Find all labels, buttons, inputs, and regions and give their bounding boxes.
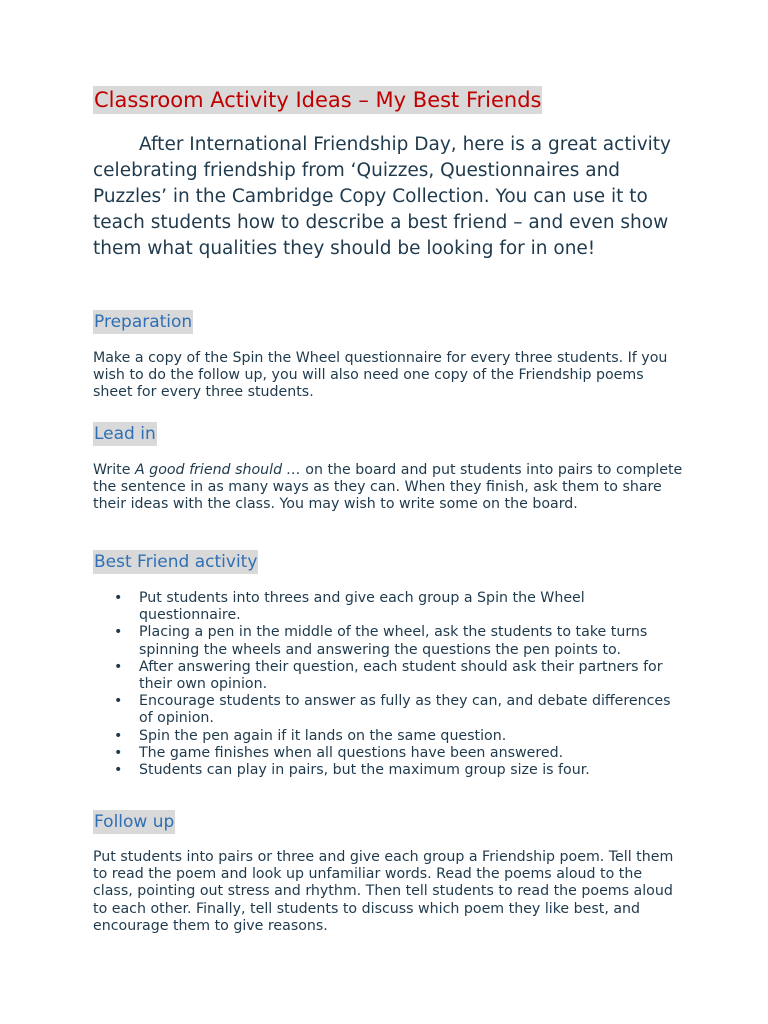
list-item <box>93 590 683 624</box>
bullet-icon: • <box>114 762 123 779</box>
intro-paragraph <box>93 132 673 262</box>
heading-follow-up: Follow up <box>94 812 175 832</box>
bullet-icon: • <box>114 658 123 675</box>
list-item-text: Students can play in pairs, but the maximum group size is four. <box>139 762 590 779</box>
intro-text: After International Friendship Day, here is a great activity celebrating friendship from ‘Quizzes, Questionnaires and Puzzles’ in the Cambridge Copy Collection. You can use it to teach students how to describe a best friend – and even show them what qualities they should be looking for in one! <box>93 134 672 259</box>
heading-lead-in: Lead in <box>94 424 156 444</box>
list-item <box>93 745 683 762</box>
follow-up-paragraph: Put students into pairs or three and give each group a Friendship poem. Tell them to read the poem and look up unfamiliar words. Read the poems aloud to the class, pointing out stress and rhythm. Then tell students to read the poems aloud to each other. Finally, tell students to discuss which poem they like best, and encourage them to give reasons. <box>93 849 674 934</box>
list-item <box>93 624 683 658</box>
document-title: Classroom Activity Ideas – My Best Friends <box>94 88 542 112</box>
list-item <box>93 728 683 745</box>
activity-bullet-list <box>93 590 683 779</box>
bullet-icon: • <box>114 744 123 761</box>
list-item <box>93 762 683 779</box>
list-item-text: Encourage students to answer as fully as they can, and debate differences of opinion. <box>139 693 671 727</box>
lead-in-text-before: Write <box>93 462 135 478</box>
bullet-icon: • <box>114 590 123 606</box>
bullet-icon: • <box>114 727 123 744</box>
lead-in-italic-phrase: A good friend should … <box>134 462 301 478</box>
list-item-text: The game finishes when all questions have been answered. <box>139 744 564 761</box>
list-item-text: After answering their question, each student should ask their partners for their own opinion. <box>139 658 663 693</box>
heading-preparation: Preparation <box>94 312 193 332</box>
list-item-text: Spin the pen again if it lands on the same question. <box>139 727 507 744</box>
list-item <box>93 693 683 727</box>
list-item-text: Placing a pen in the middle of the wheel, ask the students to take turns spinning the wheels and answering the questions the pen points to. <box>139 624 648 658</box>
list-item <box>93 659 683 693</box>
bullet-icon: • <box>114 624 123 641</box>
preparation-paragraph: Make a copy of the Spin the Wheel questionnaire for every three students. If you wish to do the follow up, you will also need one copy of the Friendship poems sheet for every three students. <box>93 350 668 401</box>
bullet-icon: • <box>114 693 123 710</box>
lead-in-text-after: on the board and put students into pairs to complete the sentence in as many ways as they can. When they finish, ask them to share their ideas with the class. You may wish to write some on the board. <box>93 462 683 513</box>
heading-best-friend-activity: Best Friend activity <box>94 552 258 572</box>
lead-in-paragraph <box>93 462 683 514</box>
list-item-text: Put students into threes and give each group a Spin the Wheel questionnaire. <box>139 590 585 624</box>
